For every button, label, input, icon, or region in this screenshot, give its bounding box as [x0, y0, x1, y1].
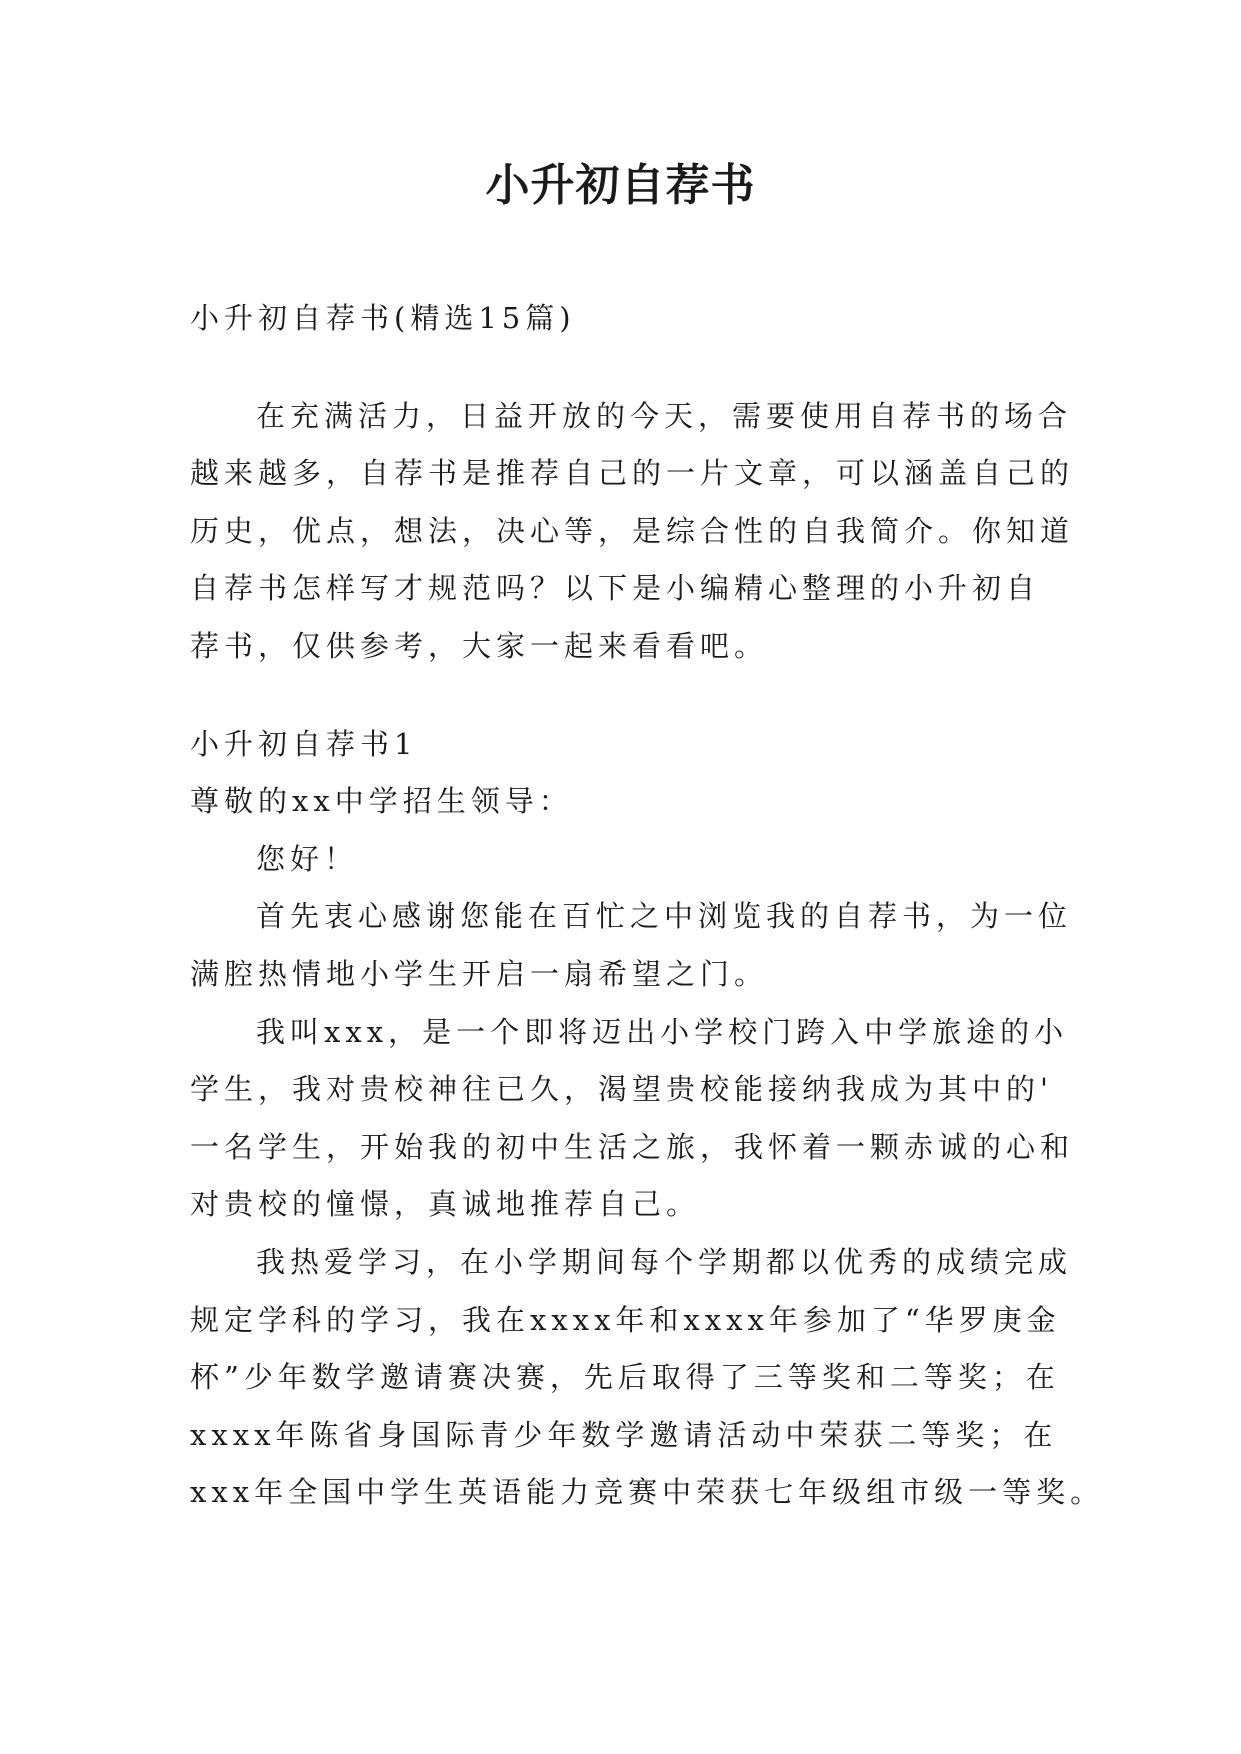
- paragraph-line: 学生，我对贵校神往已久，渴望贵校能接纳我成为其中的': [190, 1072, 1053, 1107]
- paragraph-line: 杯”少年数学邀请赛决赛，先后取得了三等奖和二等奖；在: [190, 1360, 1060, 1395]
- intro-paragraph: [190, 388, 1075, 676]
- section-heading: 小升初自荐书1: [190, 726, 418, 761]
- paragraph-1: [190, 888, 1073, 1003]
- salutation: 尊敬的xx中学招生领导：: [190, 784, 573, 819]
- paragraph-line: 对贵校的憧憬，真诚地推荐自己。: [190, 1187, 701, 1222]
- paragraph-line: 一名学生，开始我的初中生活之旅，我怀着一颗赤诚的心和: [190, 1129, 1075, 1164]
- paragraph-line: 满腔热情地小学生开启一扇希望之门。: [190, 956, 769, 991]
- intro-line: 自荐书怎样写才规范吗？以下是小编精心整理的小升初自: [190, 571, 1041, 606]
- document-body: [190, 290, 1105, 1522]
- paragraph-line: 首先衷心感谢您能在百忙之中浏览我的自荐书，为一位: [256, 899, 1073, 934]
- paragraph-line: 我叫xxx，是一个即将迈出小学校门跨入中学旅途的小: [256, 1014, 1069, 1049]
- paragraph-3: [190, 1234, 1105, 1522]
- intro-line: 历史，优点，想法，决心等，是综合性的自我简介。你知道: [190, 513, 1075, 548]
- paragraph-2: [190, 1004, 1075, 1234]
- paragraph-line: 我热爱学习，在小学期间每个学期都以优秀的成绩完成: [256, 1244, 1073, 1279]
- document-subtitle: 小升初自荐书(精选15篇): [190, 301, 576, 335]
- intro-line: 越来越多，自荐书是推荐自己的一片文章，可以涵盖自己的: [190, 456, 1075, 491]
- page-title: 小升初自荐书: [485, 160, 756, 211]
- intro-line: 荐书，仅供参考，大家一起来看看吧。: [190, 628, 769, 663]
- intro-line: 在充满活力，日益开放的今天，需要使用自荐书的场合: [256, 398, 1073, 433]
- paragraph-line: xxxx年陈省身国际青少年数学邀请活动中荣获二等奖；在: [190, 1417, 1058, 1452]
- paragraph-line: xxx年全国中学生英语能力竞赛中荣获七年级组市级一等奖。: [190, 1475, 1105, 1510]
- greeting: 您好！: [256, 841, 359, 876]
- paragraph-line: 规定学科的学习，我在xxxx年和xxxx年参加了“华罗庚金: [190, 1302, 1061, 1337]
